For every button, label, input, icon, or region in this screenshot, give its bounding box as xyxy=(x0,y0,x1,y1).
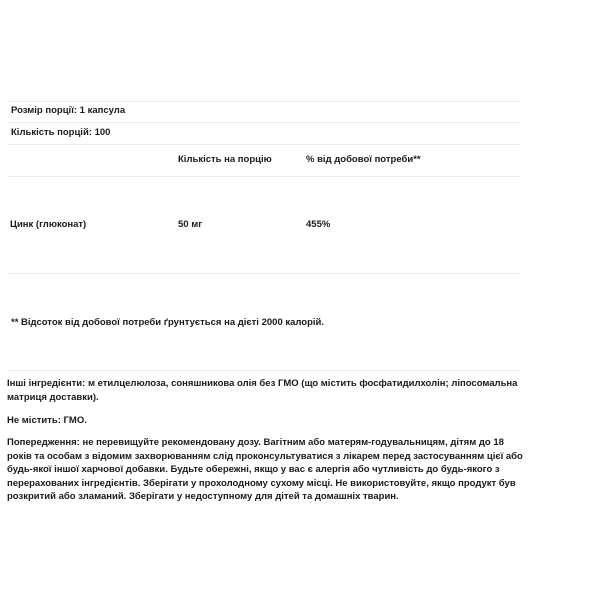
warning-text: Попередження: не перевищуйте рекомендовану дозу. Вагітним або матерям-годувальницям, дітям до 18 років та особам з відомим захворюванням слід проконсультуватися з лікарем перед застосуванням цієї або будь-якої іншої харчової добавки. Будьте обережні, якщо у вас є алергія або чутливість до будь-якого з перерахованих інгредієнтів. Зберігати у прохолодному сухому місці. Не використовуйте, якщо продукт був розкритий або зламаний. Зберігати у недоступному для дітей та домашніх тварин. xyxy=(7,437,523,502)
divider xyxy=(7,273,521,274)
column-header-daily-value: % від добової потреби** xyxy=(306,154,421,165)
divider xyxy=(7,176,521,177)
divider xyxy=(7,101,521,102)
ingredient-amount: 50 мг xyxy=(178,219,203,230)
divider xyxy=(7,144,521,145)
ingredient-daily-value: 455% xyxy=(306,219,331,230)
other-ingredients: Інші інгредієнти: м етилцелюлоза, соняшникова олія без ГМО (що містить фосфатидилхолін; ліпосомальна матриця доставки). xyxy=(7,378,518,403)
does-not-contain: Не містить: ГМО. xyxy=(7,415,87,426)
serving-size: Розмір порції: 1 капсула xyxy=(11,105,126,116)
divider xyxy=(7,122,521,123)
servings-per-container: Кількість порцій: 100 xyxy=(11,127,111,138)
divider xyxy=(7,370,521,371)
column-header-amount: Кількість на порцію xyxy=(178,154,272,165)
footnote: ** Відсоток від добової потреби ґрунтується на дієті 2000 калорій. xyxy=(11,317,325,328)
ingredient-name: Цинк (глюконат) xyxy=(10,219,87,230)
